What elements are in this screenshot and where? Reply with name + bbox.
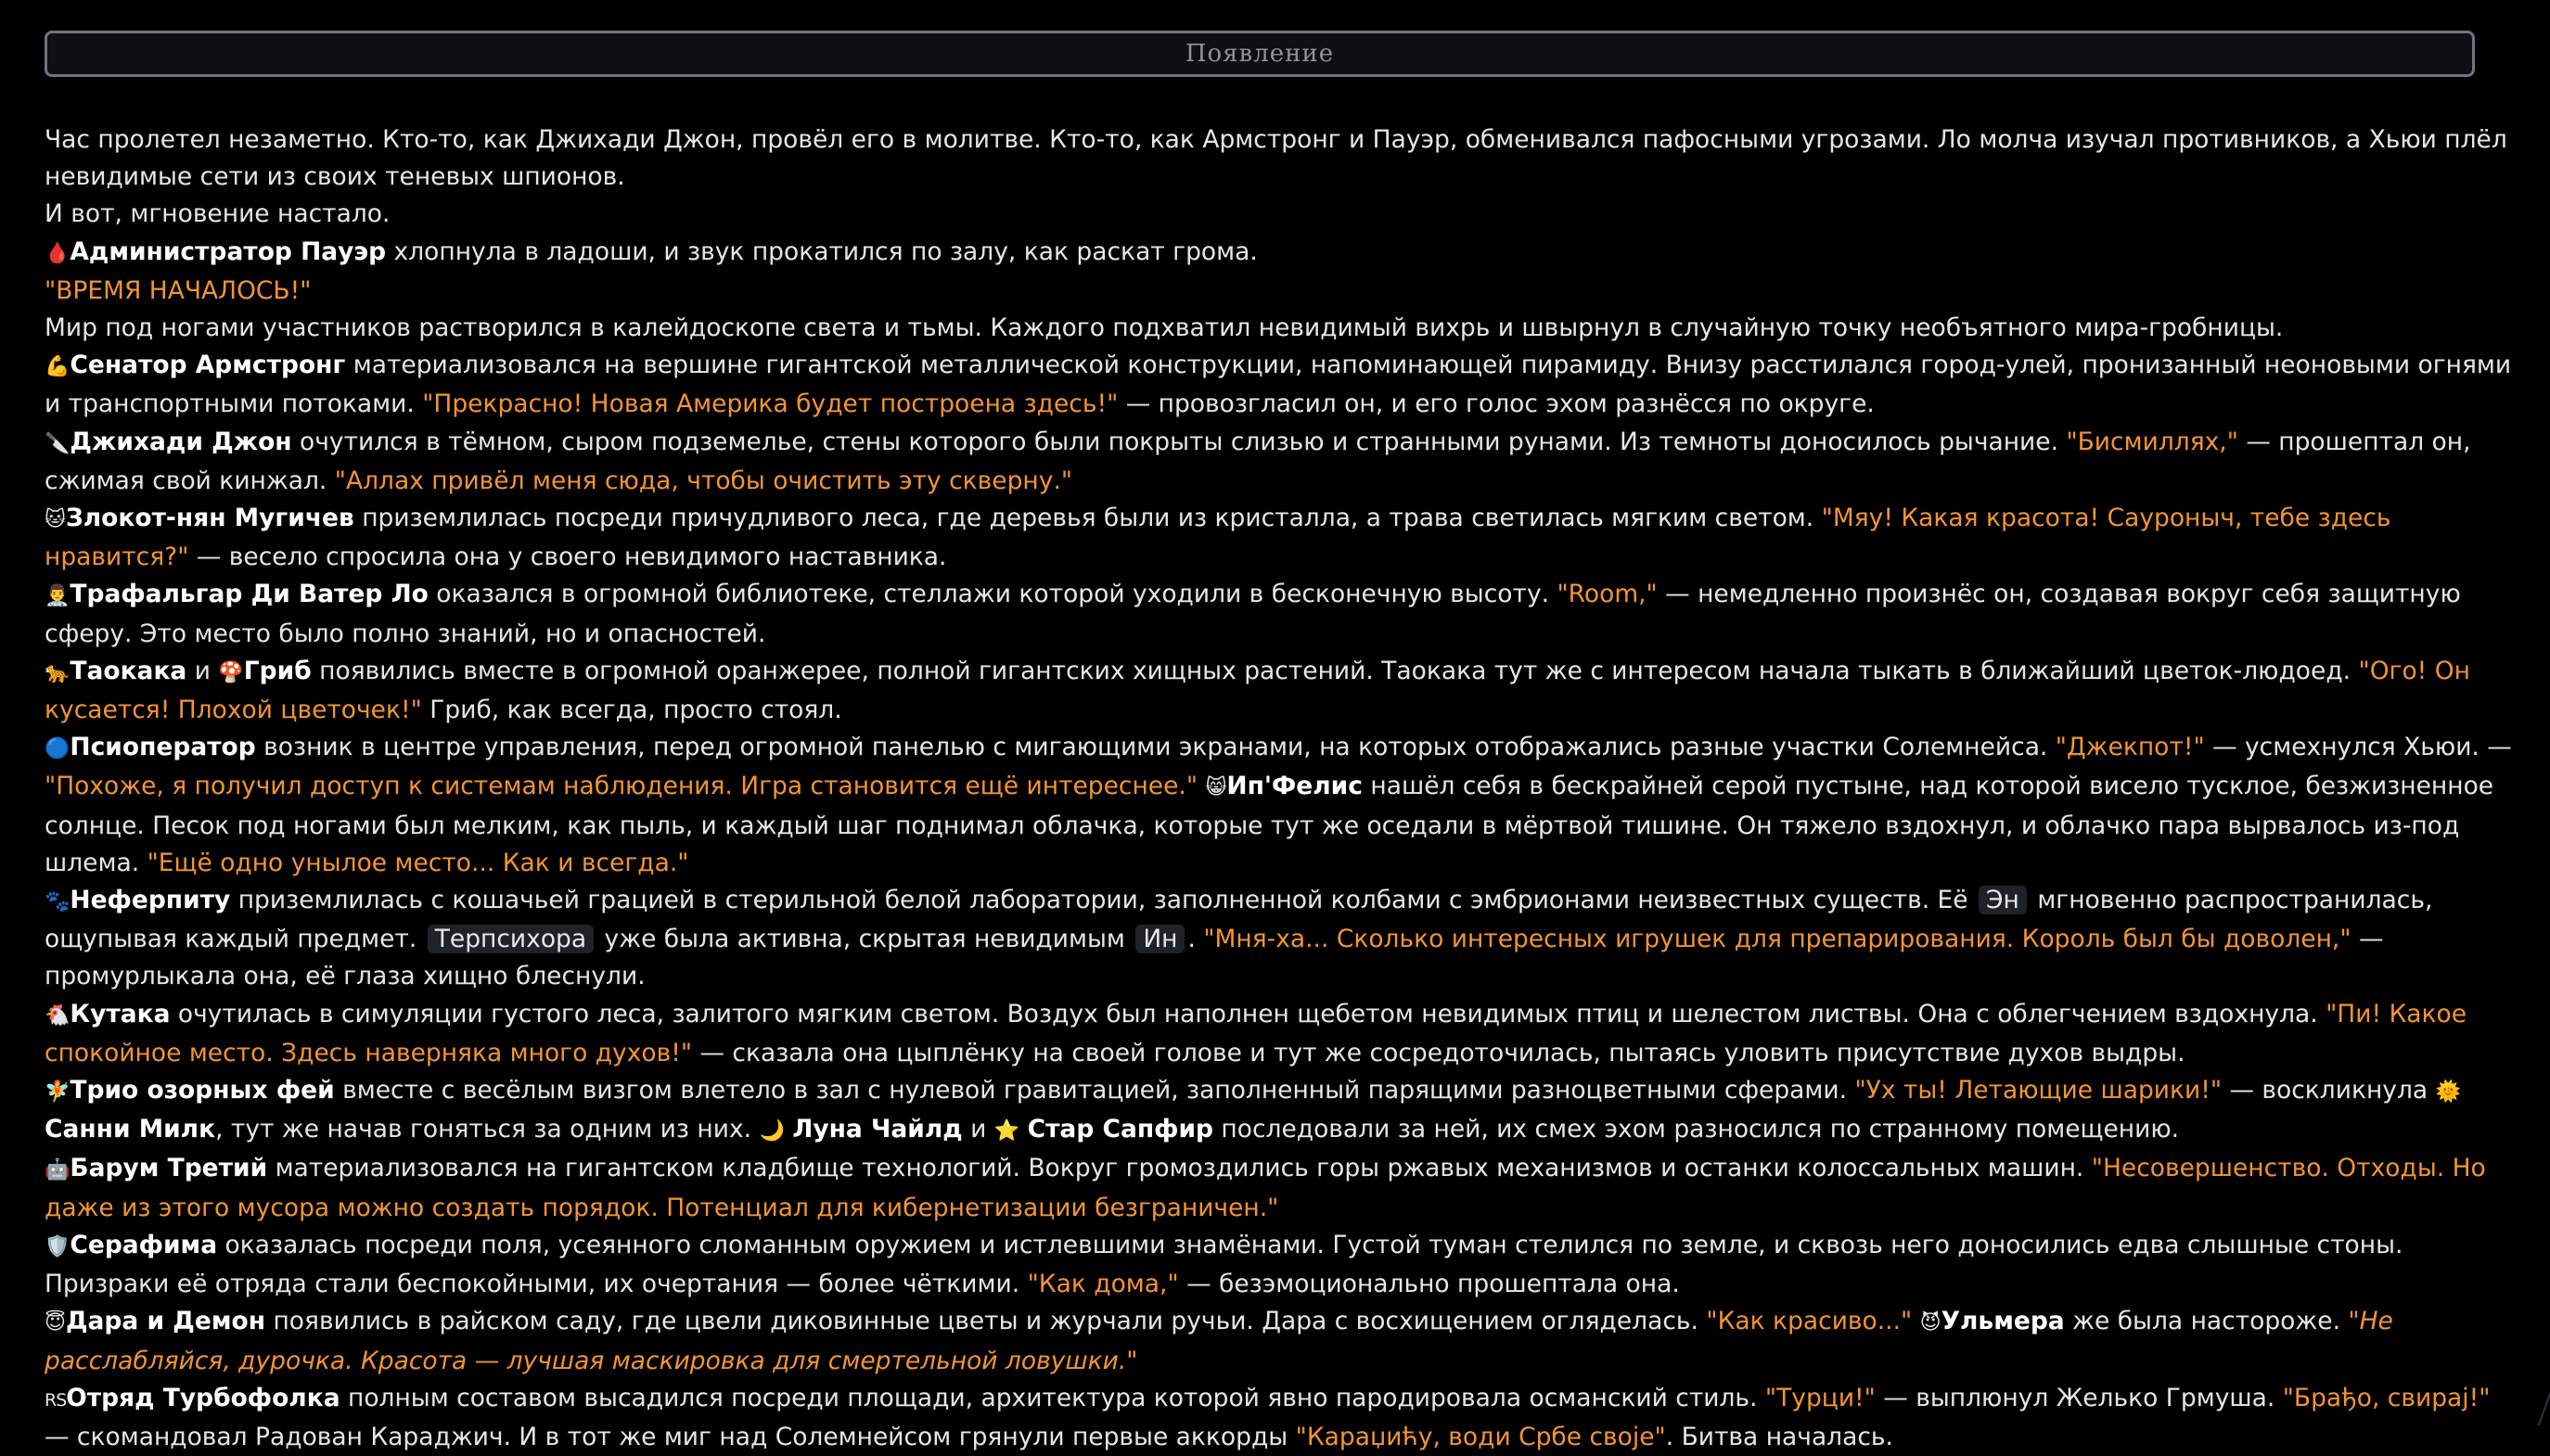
paragraph: 🐆Таокака и 🍄Гриб появились вместе в огромной оранжерее, полной гигантских хищных растений. Таокака тут же с интересом начала тыкать в ближайший цветок-людоед. "Ого! Он кусается! Плохой цветочек!" Гриб, как всегда, просто стоял. xyxy=(45,656,2470,725)
quote: "Ого! Он кусается! Плохой цветочек!" xyxy=(45,656,2470,725)
serbia-flag-icon: RS xyxy=(45,1389,67,1411)
character-name: Ип'Фелис xyxy=(1226,772,1363,801)
character-name: Гриб xyxy=(243,656,312,685)
sun-face-icon: 🌞 xyxy=(2435,1080,2461,1105)
flexed-biceps-icon: 💪 xyxy=(45,355,70,379)
leopard-icon: 🐆 xyxy=(45,660,70,684)
blue-orb-icon: 🔵 xyxy=(45,737,70,761)
paw-prints-icon: 🐾 xyxy=(45,890,70,914)
character-name: Трафальгар Ди Ватер Ло xyxy=(70,580,429,609)
paragraph: 🔵Псиоператор возник в центре управления, перед огромной панелью с мигающими экранами, на которых отображались разные участки Солемнейса. "Джекпот!" — усмехнулся Хьюи. — "Похоже, я получил доступ к системам наблюдения. Игра становится ещё интереснее." 😸Ип'Фелис нашёл себя в бескрайней серой пустыне, над которой висело тусклое, безжизненное солнце. Песок под ногами был мелким, как пыль, и каждый шаг поднимал облачка, которые тут же оседали в мёртвой тишине. Он тяжело вздохнул, и облачко пара вырвалось из-под шлема. "Ещё одно унылое место... Как и всегда." xyxy=(45,733,2512,877)
paragraph: Мир под ногами участников растворился в калейдоскопе света и тьмы. Каждого подхватил невидимый вихрь и швырнул в случайную точку необъятного мира-гробницы. xyxy=(45,313,2284,343)
character-name: Санни Милк xyxy=(45,1115,216,1144)
character-name: Сенатор Армстронг xyxy=(70,351,346,380)
quote: "ВРЕМЯ НАЧАЛОСЬ!" xyxy=(45,275,312,305)
resize-handle[interactable] xyxy=(2525,1388,2550,1425)
chicken-icon: 🐔 xyxy=(45,1003,70,1028)
shield-icon: 🛡️ xyxy=(45,1234,70,1258)
quote: "Несовершенство. Отходы. Но даже из этого мусора можно создать порядок. Потенциал для кибернетизации безграничен." xyxy=(45,1154,2486,1222)
paragraph: 🐔Кутака очутилась в симуляции густого леса, залитого мягким светом. Воздух был наполнен щебетом невидимых птиц и шелестом листвы. Она с облегчением вздохнула. "Пи! Какое спокойное место. Здесь наверняка много духов!" — сказала она цыплёнку на своей голове и тут же сосредоточилась, пытаясь уловить присутствие духов выдры. xyxy=(45,999,2467,1067)
paragraph: Час пролетел незаметно. Кто-то, как Джихади Джон, провёл его в молитве. Кто-то, как Армстронг и Пауэр, обменивался пафосными угрозами. Ло молча изучал противников, а Хьюи плёл невидимые сети из своих теневых шпионов. xyxy=(45,125,2507,192)
paragraph: 🩸Администратор Пауэр хлопнула в ладоши, и звук прокатился по залу, как раскат грома. xyxy=(45,236,1258,266)
star-icon: ⭐ xyxy=(993,1119,1020,1143)
character-name: Неферпиту xyxy=(70,886,231,915)
character-name: Стар Сапфир xyxy=(1027,1115,1213,1144)
quote: "Как дома," xyxy=(1027,1270,1179,1299)
paragraph: 👨‍⚕️Трафальгар Ди Ватер Ло оказался в огромной библиотеке, стеллажи которой уходили в бесконечную высоту. "Room," — немедленно произнёс он, создавая вокруг себя защитную сферу. Это место было полно знаний, но и опасностей. xyxy=(45,580,2461,648)
ability-tag: Терпсихора xyxy=(428,925,594,953)
character-name: Злокот-нян Мугичев xyxy=(65,504,354,533)
quote: "Ещё одно унылое место... Как и всегда." xyxy=(147,848,689,877)
quote: "Джекпот!" xyxy=(2055,733,2205,762)
devil-face-icon: 😈 xyxy=(1919,1311,1941,1335)
quote: "Прекрасно! Новая Америка будет построена здесь!" xyxy=(422,390,1119,419)
quote: "Аллах привёл меня сюда, чтобы очистить эту скверну." xyxy=(334,466,1073,495)
quote: "Как красиво..." xyxy=(1706,1307,1913,1336)
quote: "Похоже, я получил доступ к системам наблюдения. Игра становится ещё интереснее." xyxy=(45,772,1198,801)
quote: "Ух ты! Летающие шарики!" xyxy=(1854,1076,2223,1105)
paragraph: RSОтряд Турбофолка полным составом высадился посреди площади, архитектура которой явно пародировала османский стиль. "Турци!" — выплюнул Желько Грмуша. "Брађо, свирај!" — скомандовал Радован Караджич. И в тот же миг над Солемнейсом грянули первые аккорды "Караџићу, води Србе своје". Битва началась. xyxy=(45,1383,2491,1451)
character-name: Барум Третий xyxy=(70,1154,268,1183)
story-text xyxy=(45,121,2521,1456)
paragraph: 🐱Злокот-нян Мугичев приземлилась посреди причудливого леса, где деревья были из кристалла, а трава светилась мягким светом. "Мяу! Какая красота! Сауроныч, тебе здесь нравится?" — весело спросила она у своего невидимого наставника. xyxy=(45,504,2391,572)
paragraph: 🤖Барум Третий материализовался на гигантском кладбище технологий. Вокруг громоздились горы ржавых механизмов и останки колоссальных машин. "Несовершенство. Отходы. Но даже из этого мусора можно создать порядок. Потенциал для кибернетизации безграничен." xyxy=(45,1154,2486,1222)
character-name: Отряд Турбофолка xyxy=(66,1383,340,1412)
character-name: Дара и Демон xyxy=(65,1307,266,1336)
character-name: Трио озорных фей xyxy=(70,1076,335,1105)
quote: "Пи! Какое спокойное место. Здесь наверняка много духов!" xyxy=(45,999,2467,1067)
character-name: Администратор Пауэр xyxy=(70,236,387,266)
quote: "Бисмиллях," xyxy=(2066,427,2238,456)
grinning-cat-icon: 😸 xyxy=(1205,776,1227,800)
ability-tag: Эн xyxy=(1979,886,2027,914)
crescent-moon-icon: 🌙 xyxy=(759,1119,785,1143)
paragraph: 😇Дара и Демон появились в райском саду, где цвели диковинные цветы и журчали ручьи. Дара с восхищением огляделась. "Как красиво..." 😈Ульмера же была настороже. "Не расслабляйся, дурочка. Красота — лучшая маскировка для смертельной ловушки." xyxy=(45,1307,2393,1375)
quote: "Брађо, свирај!" xyxy=(2282,1383,2491,1412)
doctor-icon: 👨‍⚕️ xyxy=(45,584,70,608)
paragraph: И вот, мгновение настало. xyxy=(45,199,391,229)
paragraph xyxy=(45,273,2521,310)
blood-drop-icon: 🩸 xyxy=(45,241,70,265)
cat-face-icon: 🐱 xyxy=(45,508,66,532)
character-name: Таокака xyxy=(70,656,187,685)
character-name: Луна Чайлд xyxy=(792,1115,963,1144)
paragraph: 🛡️Серафима оказалась посреди поля, усеянного сломанным оружием и истлевшими знамёнами. Густой туман стелился по земле, и сквозь него доносились едва слышные стоны. Призраки её отряда стали беспокойными, их очертания — более чёткими. "Как дома," — безэмоционально прошептала она. xyxy=(45,1230,2403,1299)
section-header[interactable] xyxy=(45,31,2475,77)
quote: "Мня-ха... Сколько интересных игрушек для препарирования. Король был бы доволен," xyxy=(1203,925,2351,954)
character-name: Серафима xyxy=(70,1230,218,1259)
character-name: Ульмера xyxy=(1941,1307,2065,1336)
character-name: Джихади Джон xyxy=(70,427,292,456)
knife-icon: 🔪 xyxy=(45,431,70,455)
section-title: Появление xyxy=(1185,40,1335,68)
robot-icon: 🤖 xyxy=(45,1158,70,1182)
fairy-icon: 🧚 xyxy=(45,1080,70,1105)
paragraph: 🐾Неферпиту приземлилась с кошачьей грацией в стерильной белой лаборатории, заполненной колбами с эмбрионами неизвестных существ. Её Эн мгновенно распространилась, ощупывая каждый предмет. Терпсихора уже была активна, скрытая невидимым Ин . "Мня-ха... Сколько интересных игрушек для препарирования. Король был бы доволен," — промурлыкала она, её глаза хищно блеснули. xyxy=(45,886,2433,991)
ability-tag: Ин xyxy=(1135,925,1185,953)
quote: "Мяу! Какая красота! Сауроныч, тебе здесь нравится?" xyxy=(45,504,2391,572)
quote: "Турци!" xyxy=(1764,1383,1876,1412)
paragraph: 💪Сенатор Армстронг материализовался на вершине гигантской металлической конструкции, напоминающей пирамиду. Внизу расстилался город-улей, пронизанный неоновыми огнями и транспортными потоками. "Прекрасно! Новая Америка будет построена здесь!" — провозгласил он, и его голос эхом разнёсся по округе. xyxy=(45,351,2512,419)
paragraph: 🧚Трио озорных фей вместе с весёлым визгом влетело в зал с нулевой гравитацией, заполненный парящими разноцветными сферами. "Ух ты! Летающие шарики!" — воскликнула 🌞 Санни Милк, тут же начав гоняться за одним из них. 🌙 Луна Чайлд и ⭐ Стар Сапфир последовали за ней, их смех эхом разносился по странному помещению. xyxy=(45,1076,2461,1144)
character-name: Кутака xyxy=(70,999,171,1028)
angel-face-icon: 😇 xyxy=(45,1311,66,1335)
character-name: Псиоператор xyxy=(70,733,256,762)
paragraph: 🔪Джихади Джон очутился в тёмном, сыром подземелье, стены которого были покрыты слизью и странными рунами. Из темноты доносилось рычание. "Бисмиллях," — прошептал он, сжимая свой кинжал. "Аллах привёл меня сюда, чтобы очистить эту скверну." xyxy=(45,427,2471,495)
quote: "Караџићу, води Србе своје" xyxy=(1295,1422,1666,1451)
quote: "Room," xyxy=(1557,580,1658,609)
mushroom-icon: 🍄 xyxy=(218,660,244,684)
quote: "Не расслабляйся, дурочка. Красота — лучшая маскировка для смертельной ловушки." xyxy=(45,1307,2393,1375)
